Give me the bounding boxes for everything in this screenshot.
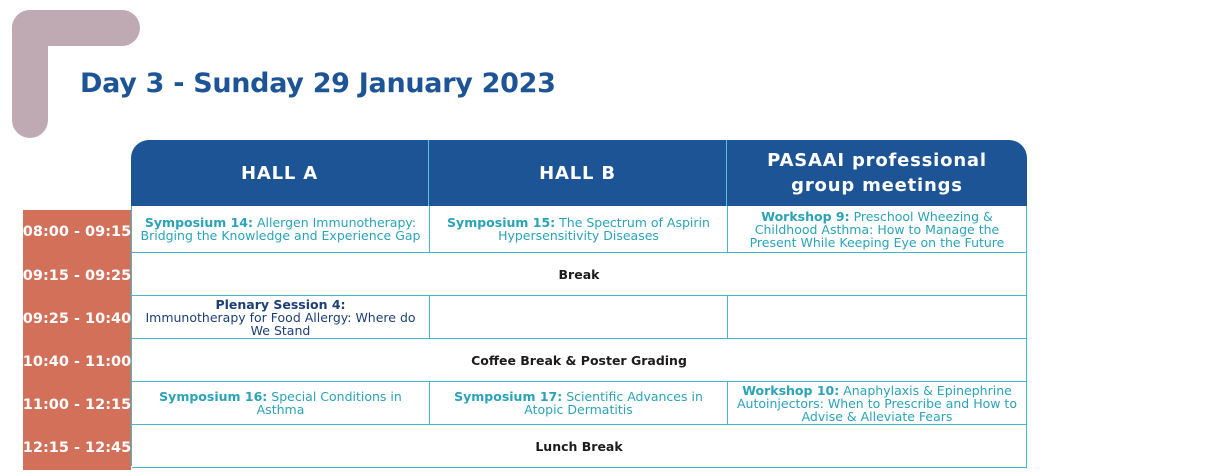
time-slot: 11:00 - 12:15: [23, 383, 131, 426]
header-pasaai: PASAAI professional group meetings: [767, 150, 987, 196]
session-cell: Workshop 9: Preschool Wheezing & Childhood Asthma: How to Manage the Present While Keeping Eye on the Future: [728, 206, 1027, 252]
page-title: Day 3 - Sunday 29 January 2023: [80, 68, 556, 99]
session-cell: Symposium 15: The Spectrum of Aspirin Hypersensitivity Diseases: [430, 206, 728, 252]
time-slot: 09:15 - 09:25: [23, 254, 131, 297]
session-cell: Workshop 10: Anaphylaxis & Epinephrine Autoinjectors: When to Prescribe and How to Advise & Alleviate Fears: [728, 382, 1027, 424]
session-cell: Symposium 14: Allergen Immunotherapy: Bridging the Knowledge and Experience Gap: [132, 206, 430, 252]
table-header: [131, 140, 1027, 206]
schedule-grid: [131, 206, 1027, 466]
time-slot: 12:15 - 12:45: [23, 426, 131, 470]
session-cell: Plenary Session 4: Immunotherapy for Food Allergy: Where do We Stand: [132, 296, 430, 338]
time-slot: 08:00 - 09:15: [23, 210, 131, 254]
table-row: [132, 253, 1027, 296]
header-hall-a: HALL A: [131, 140, 429, 206]
empty-cell: [430, 296, 728, 338]
table-row: [132, 425, 1027, 468]
time-slot: 10:40 - 11:00: [23, 340, 131, 383]
session-cell: Symposium 17: Scientific Advances in Atopic Dermatitis: [430, 382, 728, 424]
table-row: [132, 296, 1027, 339]
break-cell: Lunch Break: [132, 425, 1027, 467]
time-column: [23, 210, 131, 470]
table-row: [132, 382, 1027, 425]
header-hall-b: HALL B: [429, 140, 727, 206]
break-cell: Break: [132, 253, 1027, 295]
table-row: [132, 206, 1027, 253]
empty-cell: [728, 296, 1027, 338]
time-slot: 09:25 - 10:40: [23, 297, 131, 340]
session-cell: Symposium 16: Special Conditions in Asthma: [132, 382, 430, 424]
table-row: [132, 339, 1027, 382]
break-cell: Coffee Break & Poster Grading: [132, 339, 1027, 381]
